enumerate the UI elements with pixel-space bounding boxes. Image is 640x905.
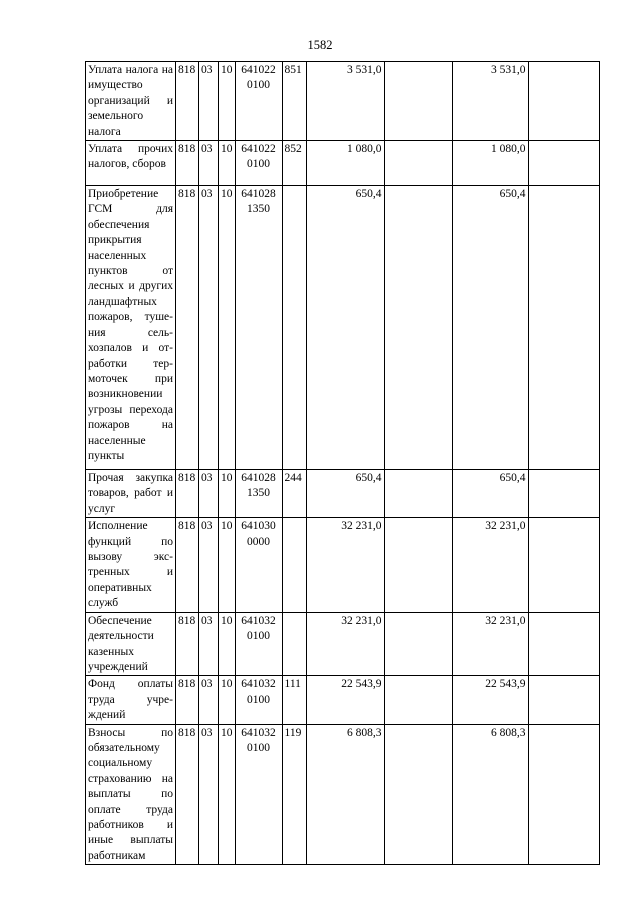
- subsection-code-cell: 10: [219, 62, 236, 141]
- subsection-code-cell: 10: [219, 724, 236, 865]
- amount-cell: [384, 724, 452, 865]
- section-code-cell: 03: [199, 141, 219, 186]
- expense-name-cell: Уплата налога на имущество организаций и земельного налога: [86, 62, 176, 141]
- section-code-cell: 03: [199, 518, 219, 612]
- subsection-code-cell: 10: [219, 186, 236, 470]
- amount-cell: [384, 186, 452, 470]
- amount-cell: [528, 612, 599, 676]
- expense-name-cell: Фонд оплаты труда учреждений: [86, 676, 176, 724]
- expense-type-cell: 111: [282, 676, 306, 724]
- amount-cell: [528, 518, 599, 612]
- amount-cell: 650,4: [306, 186, 384, 470]
- amount-cell: [528, 470, 599, 518]
- amount-cell: 3 531,0: [306, 62, 384, 141]
- table-row: [86, 141, 600, 186]
- ministry-code-cell: 818: [176, 62, 199, 141]
- page-number: 1582: [307, 38, 333, 52]
- amount-cell: 1 080,0: [452, 141, 528, 186]
- amount-cell: 650,4: [452, 470, 528, 518]
- subsection-code-cell: 10: [219, 612, 236, 676]
- amount-cell: [528, 676, 599, 724]
- amount-cell: [384, 612, 452, 676]
- expense-name-cell: Взносы по обязательному социальному страхованию на выплаты по оплате труда работников и иные выплаты работникам: [86, 724, 176, 865]
- target-article-cell: 641032 0100: [235, 676, 282, 724]
- expense-type-cell: [282, 518, 306, 612]
- ministry-code-cell: 818: [176, 612, 199, 676]
- subsection-code-cell: 10: [219, 141, 236, 186]
- table-row: [86, 612, 600, 676]
- amount-cell: 1 080,0: [306, 141, 384, 186]
- amount-cell: 32 231,0: [452, 518, 528, 612]
- section-code-cell: 03: [199, 62, 219, 141]
- expense-name-cell: Прочая закупка товаров, работ и услуг: [86, 470, 176, 518]
- ministry-code-cell: 818: [176, 470, 199, 518]
- target-article-cell: 641028 1350: [235, 470, 282, 518]
- ministry-code-cell: 818: [176, 518, 199, 612]
- ministry-code-cell: 818: [176, 141, 199, 186]
- target-article-cell: 641030 0000: [235, 518, 282, 612]
- target-article-cell: 641022 0100: [235, 141, 282, 186]
- amount-cell: 3 531,0: [452, 62, 528, 141]
- amount-cell: 32 231,0: [306, 518, 384, 612]
- table-row: [86, 518, 600, 612]
- amount-cell: [384, 62, 452, 141]
- budget-table-body: [86, 62, 600, 865]
- amount-cell: 32 231,0: [452, 612, 528, 676]
- table-row: [86, 676, 600, 724]
- expense-type-cell: 851: [282, 62, 306, 141]
- section-code-cell: 03: [199, 612, 219, 676]
- expense-type-cell: 852: [282, 141, 306, 186]
- target-article-cell: 641028 1350: [235, 186, 282, 470]
- section-code-cell: 03: [199, 470, 219, 518]
- ministry-code-cell: 818: [176, 186, 199, 470]
- amount-cell: 32 231,0: [306, 612, 384, 676]
- amount-cell: 6 808,3: [306, 724, 384, 865]
- expense-type-cell: [282, 612, 306, 676]
- section-code-cell: 03: [199, 186, 219, 470]
- section-code-cell: 03: [199, 724, 219, 865]
- amount-cell: [384, 141, 452, 186]
- expense-name-cell: Уплата прочих налогов, сборов: [86, 141, 176, 186]
- expense-type-cell: [282, 186, 306, 470]
- target-article-cell: 641022 0100: [235, 62, 282, 141]
- table-row: [86, 186, 600, 470]
- ministry-code-cell: 818: [176, 724, 199, 865]
- table-row: [86, 724, 600, 865]
- amount-cell: 6 808,3: [452, 724, 528, 865]
- target-article-cell: 641032 0100: [235, 724, 282, 865]
- amount-cell: [384, 518, 452, 612]
- target-article-cell: 641032 0100: [235, 612, 282, 676]
- amount-cell: [528, 724, 599, 865]
- budget-table: [85, 61, 600, 865]
- ministry-code-cell: 818: [176, 676, 199, 724]
- amount-cell: 22 543,9: [452, 676, 528, 724]
- expense-type-cell: 244: [282, 470, 306, 518]
- expense-name-cell: Обеспечение деятельности казенных учреждений: [86, 612, 176, 676]
- amount-cell: 650,4: [306, 470, 384, 518]
- amount-cell: [528, 62, 599, 141]
- subsection-code-cell: 10: [219, 676, 236, 724]
- amount-cell: [528, 186, 599, 470]
- subsection-code-cell: 10: [219, 518, 236, 612]
- amount-cell: 650,4: [452, 186, 528, 470]
- expense-name-cell: Приобретение ГСМ для обеспечения прикрытия населенных пунктов от лесных и других ландшафтных пожаров, тушения сельхозпалов и отработки термоточек при возникновении угрозы перехода пожаров на населенные пункты: [86, 186, 176, 470]
- amount-cell: [384, 470, 452, 518]
- table-row: [86, 62, 600, 141]
- amount-cell: [528, 141, 599, 186]
- amount-cell: 22 543,9: [306, 676, 384, 724]
- amount-cell: [384, 676, 452, 724]
- expense-type-cell: 119: [282, 724, 306, 865]
- expense-name-cell: Исполнение функций по вызову экстренных и оперативных служб: [86, 518, 176, 612]
- subsection-code-cell: 10: [219, 470, 236, 518]
- table-row: [86, 470, 600, 518]
- section-code-cell: 03: [199, 676, 219, 724]
